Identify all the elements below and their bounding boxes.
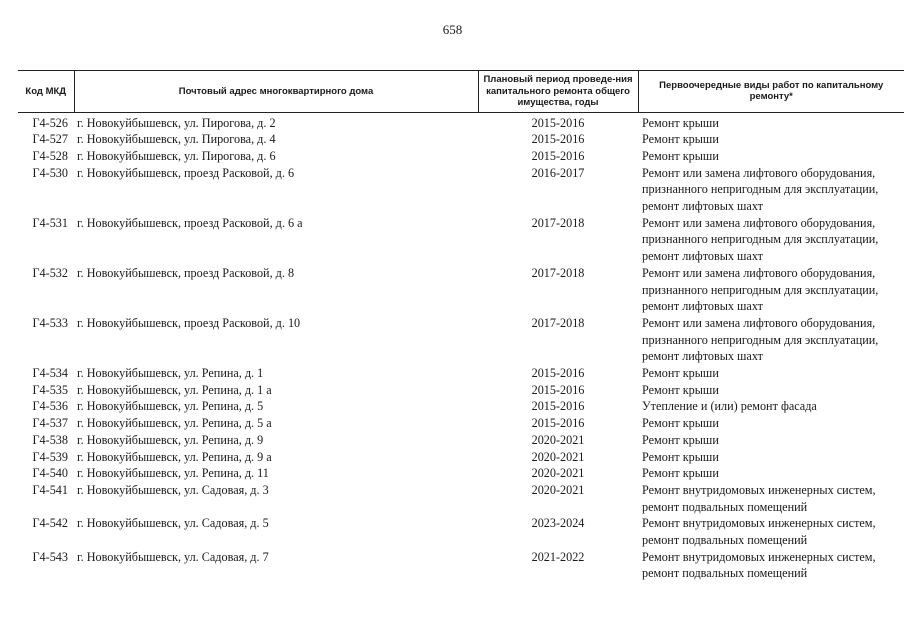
- repair-works: [638, 549, 904, 582]
- building-address: г. Новокуйбышевск, ул. Репина, д. 5: [77, 399, 264, 414]
- table-row: [18, 215, 904, 265]
- building-address: г. Новокуйбышевск, проезд Расковой, д. 8: [77, 265, 295, 280]
- repair-works: [638, 515, 904, 548]
- repair-period: 2020-2021: [531, 449, 585, 464]
- repair-period: 2015-2016: [531, 132, 585, 147]
- building-address: г. Новокуйбышевск, ул. Пирогова, д. 6: [77, 148, 276, 163]
- repair-works-line: Ремонт крыши: [642, 432, 719, 447]
- mkd-code: Г4-526: [32, 115, 68, 130]
- repair-works: [638, 365, 904, 382]
- table-body: [18, 112, 904, 582]
- repair-period: 2015-2016: [531, 399, 585, 414]
- building-address: г. Новокуйбышевск, ул. Пирогова, д. 2: [77, 115, 276, 130]
- repair-works-line: ремонт лифтовых шахт: [642, 199, 763, 214]
- repair-works-line: признанного непригодным для эксплуатации,: [642, 232, 879, 247]
- header-works: Первоочередные виды работ по капитальному ремонту*: [638, 71, 904, 113]
- repair-works-line: Ремонт или замена лифтового оборудования,: [642, 315, 876, 330]
- repair-works: [638, 315, 904, 365]
- repair-works-line: Ремонт крыши: [642, 416, 719, 431]
- repair-works: [638, 398, 904, 415]
- repair-works-line: Ремонт крыши: [642, 132, 719, 147]
- repair-period: 2015-2016: [531, 148, 585, 163]
- table-row: [18, 398, 904, 415]
- table-row: [18, 449, 904, 466]
- table-header: [18, 71, 904, 113]
- repair-works: [638, 131, 904, 148]
- mkd-code: Г4-530: [32, 165, 68, 180]
- repair-period: 2015-2016: [531, 115, 585, 130]
- repair-period: 2020-2021: [531, 432, 585, 447]
- repair-period: 2017-2018: [531, 215, 585, 230]
- repair-works: [638, 415, 904, 432]
- repair-period: 2015-2016: [531, 366, 585, 381]
- repair-works-line: Ремонт или замена лифтового оборудования,: [642, 165, 876, 180]
- building-address: г. Новокуйбышевск, ул. Репина, д. 5 а: [77, 416, 272, 431]
- table-row: [18, 465, 904, 482]
- repair-works-line: ремонт лифтовых шахт: [642, 299, 763, 314]
- header-address: Почтовый адрес многоквартирного дома: [74, 71, 478, 113]
- repair-works: [638, 482, 904, 515]
- repair-works-line: признанного непригодным для эксплуатации,: [642, 332, 879, 347]
- repair-works-line: Ремонт крыши: [642, 382, 719, 397]
- repair-period: 2017-2018: [531, 315, 585, 330]
- repair-works-line: ремонт лифтовых шахт: [642, 349, 763, 364]
- repair-works: [638, 465, 904, 482]
- table-row: [18, 315, 904, 365]
- table-row: [18, 112, 904, 131]
- repair-works-line: Утепление и (или) ремонт фасада: [642, 399, 817, 414]
- building-address: г. Новокуйбышевск, ул. Садовая, д. 5: [77, 516, 269, 531]
- repair-works: [638, 165, 904, 215]
- table-row: [18, 482, 904, 515]
- building-address: г. Новокуйбышевск, проезд Расковой, д. 10: [77, 315, 301, 330]
- repair-works-line: Ремонт внутридомовых инженерных систем,: [642, 482, 876, 497]
- repair-works-line: Ремонт внутридомовых инженерных систем,: [642, 549, 876, 564]
- repair-works-line: ремонт подвальных помещений: [642, 566, 808, 581]
- repair-period: 2016-2017: [531, 165, 585, 180]
- mkd-code: Г4-534: [32, 366, 68, 381]
- table-row: [18, 131, 904, 148]
- mkd-code: Г4-541: [32, 482, 68, 497]
- building-address: г. Новокуйбышевск, ул. Репина, д. 1: [77, 366, 264, 381]
- building-address: г. Новокуйбышевск, ул. Репина, д. 11: [77, 466, 269, 481]
- mkd-code: Г4-538: [32, 432, 68, 447]
- repair-works-line: Ремонт крыши: [642, 148, 719, 163]
- table-row: [18, 432, 904, 449]
- repair-works-line: Ремонт крыши: [642, 449, 719, 464]
- repair-period: 2015-2016: [531, 382, 585, 397]
- repair-period: 2023-2024: [531, 516, 585, 531]
- mkd-code: Г4-535: [32, 382, 68, 397]
- mkd-code: Г4-532: [32, 265, 68, 280]
- repair-works-line: ремонт подвальных помещений: [642, 533, 808, 548]
- header-code: Код МКД: [18, 71, 74, 113]
- repair-works-line: Ремонт крыши: [642, 366, 719, 381]
- building-address: г. Новокуйбышевск, ул. Репина, д. 9 а: [77, 449, 272, 464]
- repair-works-line: Ремонт или замена лифтового оборудования,: [642, 265, 876, 280]
- repair-works-line: Ремонт крыши: [642, 115, 719, 130]
- table-row: [18, 515, 904, 548]
- header-period: Плановый период проведе-ния капитального ремонта общего имущества, годы: [478, 71, 638, 113]
- table-row: [18, 165, 904, 215]
- repair-period: 2020-2021: [531, 466, 585, 481]
- repair-works: [638, 432, 904, 449]
- mkd-code: Г4-540: [32, 466, 68, 481]
- building-address: г. Новокуйбышевск, ул. Садовая, д. 7: [77, 549, 269, 564]
- repair-works-line: ремонт подвальных помещений: [642, 499, 808, 514]
- repair-works-line: Ремонт внутридомовых инженерных систем,: [642, 516, 876, 531]
- mkd-code: Г4-536: [32, 399, 68, 414]
- repair-works: [638, 215, 904, 265]
- building-address: г. Новокуйбышевск, ул. Садовая, д. 3: [77, 482, 269, 497]
- repair-period: 2015-2016: [531, 416, 585, 431]
- repair-works: [638, 449, 904, 466]
- repair-works-line: признанного непригодным для эксплуатации,: [642, 182, 879, 197]
- repair-period: 2021-2022: [531, 549, 585, 564]
- mkd-code: Г4-542: [32, 516, 68, 531]
- mkd-code: Г4-533: [32, 315, 68, 330]
- repair-works-line: ремонт лифтовых шахт: [642, 249, 763, 264]
- table-row: [18, 549, 904, 582]
- table-row: [18, 365, 904, 382]
- building-address: г. Новокуйбышевск, проезд Расковой, д. 6 а: [77, 215, 303, 230]
- repair-works: [638, 265, 904, 315]
- table-row: [18, 382, 904, 399]
- mkd-code: Г4-539: [32, 449, 68, 464]
- table-row: [18, 148, 904, 165]
- capital-repair-table: [18, 70, 904, 582]
- repair-period: 2020-2021: [531, 482, 585, 497]
- repair-period: 2017-2018: [531, 265, 585, 280]
- building-address: г. Новокуйбышевск, ул. Репина, д. 9: [77, 432, 264, 447]
- table-row: [18, 265, 904, 315]
- mkd-code: Г4-543: [32, 549, 68, 564]
- building-address: г. Новокуйбышевск, проезд Расковой, д. 6: [77, 165, 295, 180]
- repair-works-line: Ремонт или замена лифтового оборудования,: [642, 215, 876, 230]
- repair-works: [638, 382, 904, 399]
- mkd-code: Г4-528: [32, 148, 68, 163]
- building-address: г. Новокуйбышевск, ул. Пирогова, д. 4: [77, 132, 276, 147]
- repair-works-line: Ремонт крыши: [642, 466, 719, 481]
- mkd-code: Г4-531: [32, 215, 68, 230]
- mkd-code: Г4-537: [32, 416, 68, 431]
- building-address: г. Новокуйбышевск, ул. Репина, д. 1 а: [77, 382, 272, 397]
- repair-works: [638, 148, 904, 165]
- table-row: [18, 415, 904, 432]
- repair-works: [638, 112, 904, 131]
- mkd-code: Г4-527: [32, 132, 68, 147]
- repair-works-line: признанного непригодным для эксплуатации,: [642, 282, 879, 297]
- page-number: 658: [442, 22, 463, 37]
